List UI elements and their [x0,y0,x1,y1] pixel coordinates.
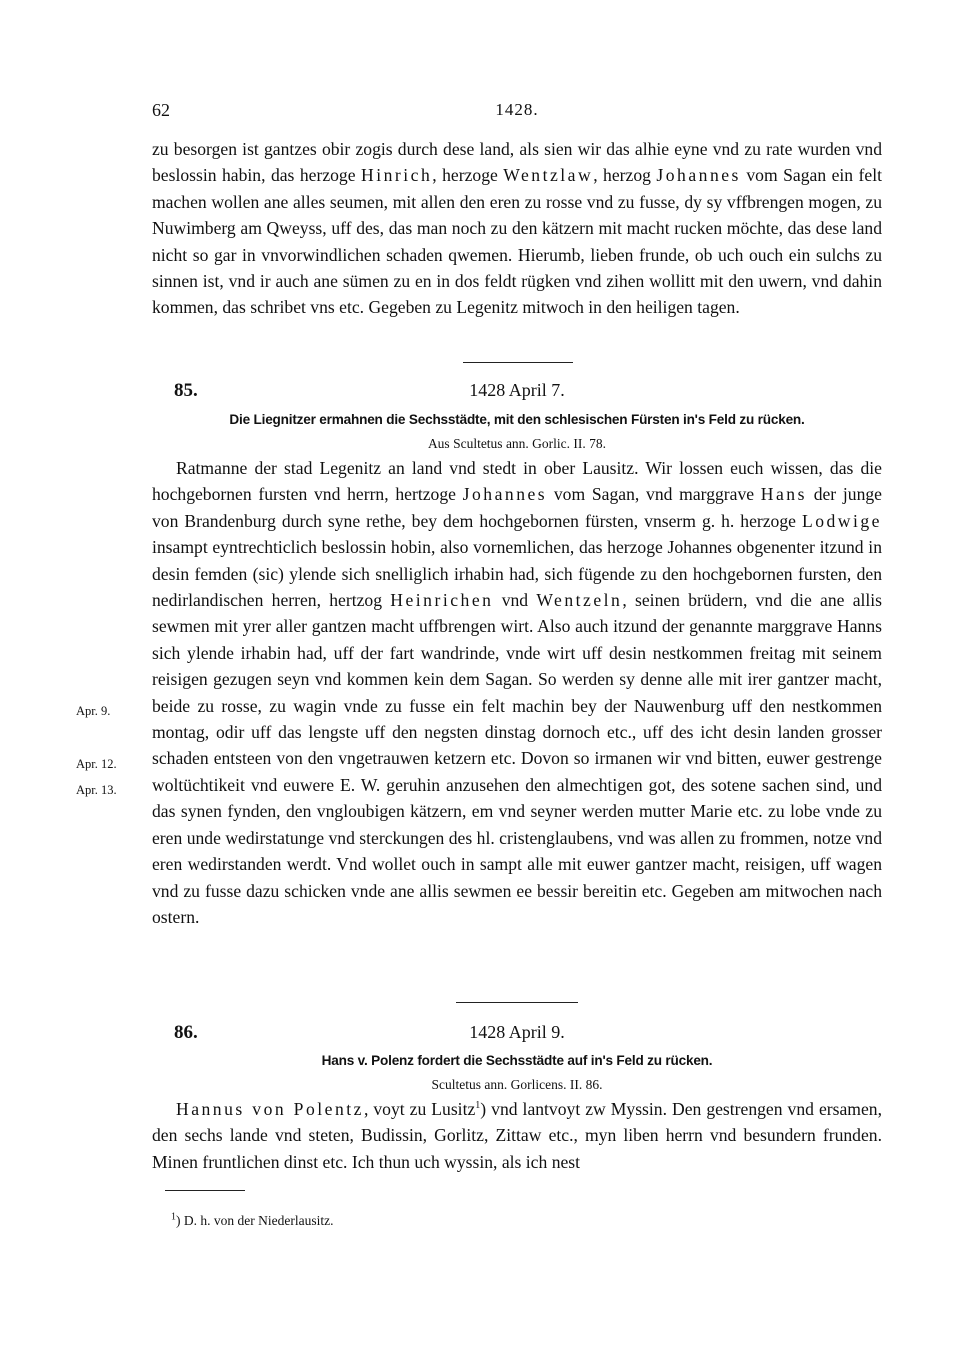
person-name: Wentzeln [536,590,623,611]
footnote-mark: 1 [171,1211,176,1223]
footnote-divider [165,1190,245,1191]
section-divider [456,1002,578,1003]
margin-date-note: Apr. 13. [76,783,117,797]
doc-86-source: Scultetus ann. Gorlicens. II. 86. [431,1077,603,1092]
doc-number: 86. [174,1022,198,1043]
doc-85-source: Aus Scultetus ann. Gorlic. II. 78. [427,436,607,451]
footnote: $^1$) D. h. von der Niederlausitz. [171,1211,334,1228]
person-name: Heinrichen [390,590,494,611]
person-name: Lodwige [801,510,882,531]
doc-85-summary: Die Liegnitzer ermahnen die Sechsstädte, mit den schlesischen Fürsten in's Feld zu rücken. [229,412,805,427]
person-name: Hans [760,484,807,505]
doc-date: 1428 April 9. [469,1022,565,1042]
margin-date-note: Apr. 12. [76,757,117,771]
doc-86-heading [152,1022,882,1048]
section-divider [463,362,573,363]
page-number: 62 [152,100,170,120]
person-name: Wentzlaw [503,165,594,186]
page-header [152,100,882,124]
doc-number: 85. [174,380,198,401]
doc-85-heading [152,380,882,406]
footnote-reference: 1 [475,1100,481,1112]
doc-85-body: Ratmanne der stad Legenitz an land vnd stedt in ober Lausitz. Wir lossen euch wissen, das die hochgebornen fursten vnd herrn, hertzoge Johannes vom Sagan, vnd marggrave Hans der junge von Brandenburg durch syne rethe, bey dem hochgebornen fürsten, vnserm g. h. herzoge Lodwige insampt eyntrechticlich beslossin hobin, also vornemlichen, das herzoge Johannes obgenenter itzund in desin femden (sic) ylende sich snelliglich irhabin had, sich fügende zu den hochgebornen fursten, den nedirlandischen herren, hertzog Heinrichen vnd Wentzeln, seinen brüdern, vnd die ane allis sewmen mit yrer aller gantzen macht uffbrengen wirt. Also auch itzund der genannte marggrave Hanns sich ylende irhabin had, uff der fart wandrinde, vnde wirt uff desin nestkommen freitag mit seinem reisigen gezugen seyn vnd kommen kein dem Sagan. So werden sy denne alle mit irer gantzer macht, beide zu rosse, zu wagin vnde zu fusse ein felt machin bey der Nauwenburg uff den nestkommen montag, odir uff das lengste uff den negsten dinstag dornoch etc., uff des icht desin landen grosser schaden entsteen von den vngetrauwen ketzern etc. Dovon so irmanen wir vnd bitten, euwer gestrenge woltüchtikeit vnd euwere E. W. geruhin anzusehen den almechtigen got, des sotene sachen sind, und das synen fynden, den vngloubigen kätzern, em vnd seyner werden mutter Marie etc. zu lobe vnde zu eren unde wedirstatunge vnd sterckungen des hl. cristenglaubens, vnd was allen zu frommen, notze vnd eren wedirstanden werdt. Vnd wollet ouch in sampt alle mit euwer gantzer macht, reisigen, uff wagen vnd zu fusse dazu schicken vnde ane allis sewmen ee bessir bereitin etc. Gegeben am mitwochen nach ostern. [152,458,883,927]
running-head-year: 1428. [495,100,539,119]
margin-date-note: Apr. 9. [76,704,111,718]
intro-paragraph: zu besorgen ist gantzes obir zogis durch dese land, als sien wir das alhie eyne vnd zu rate wurden vnd beslossin habin, das herzoge Hinrich, herzoge Wentzlaw, herzog Johannes vom Sagan ein felt machen wollen ane alles seumen, mit allen den eren zu rosse vnd zu fusse, dy sy vffbrengen mogen, zu Nuwimberg am Qweyss, uff des, das man noch zu den kätzern mit macht rucken möchte, das dese land nicht so gar in vnvorwindlichen schaden qwemen. Hierumb, lieben frunde, ob uch ouch ein sulchs zu sinnen ist, vnd ir auch ane sümen zu en in dos feldt rügken vnd zihen wollitt mit den uwern, vnd dahin kommen, das schribet vns etc. Gegeben zu Legenitz mitwoch in den heiligen tagen. [152,139,882,318]
person-name: Hannus von Polentz [176,1099,364,1119]
doc-date: 1428 April 7. [469,380,565,400]
person-name: Johannes [656,165,741,186]
doc-86-summary: Hans v. Polenz fordert die Sechsstädte auf in's Feld zu rücken. [321,1053,713,1068]
doc-86-body: Hannus von Polentz, voyt zu Lusitz$^1$) vnd lantvoyt zw Myssin. Den gestrengen vnd ersamen, den sechs lande vnd steten, Budissin, Gorlitz, Zittaw etc., myn liben herrn vnd besundern frunden. Minen fruntlichen dinst etc. Ich thun uch wyssin, als ich nest [152,1099,882,1172]
person-name: Hinrich [361,165,433,186]
person-name: Johannes [462,484,548,505]
